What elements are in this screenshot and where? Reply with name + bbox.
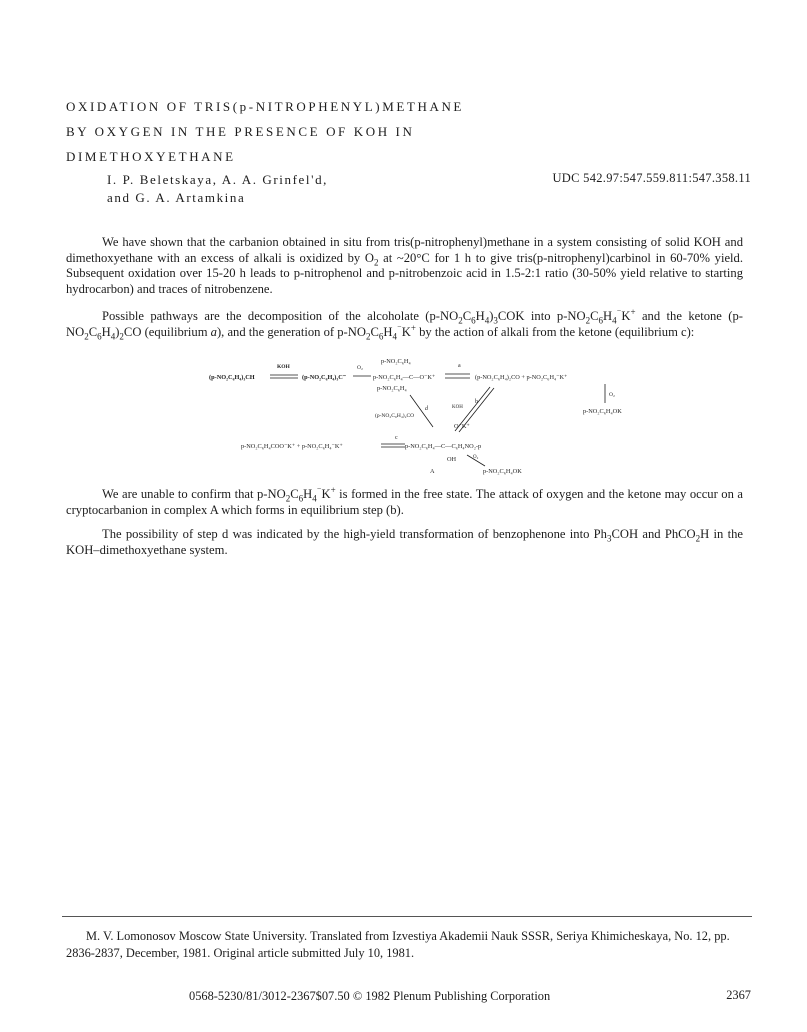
scheme-products-left: p-NO₂C₆H₄COO⁻K⁺ + p-NO₂C₆H₄⁻K⁺ [241, 443, 343, 450]
title-line-3: DIMETHOXYETHANE [66, 149, 236, 164]
scheme-o2-label: O₂ [357, 365, 363, 371]
scheme-step-d: d [425, 406, 428, 412]
scheme-koh2-label: KOH [452, 405, 463, 410]
copyright-line: 0568-5230/81/3012-2367$07.50 © 1982 Plenum Publishing Corporation [189, 989, 551, 1003]
author-list [107, 171, 328, 207]
scheme-step-b: b [475, 399, 478, 405]
authors-line-2: and G. A. Artamkina [107, 190, 246, 205]
paragraph-3: We are unable to confirm that $p-NO_2C_6H_4^{^-}K^+$ is formed in the free state. The attack of oxygen and the ketone may occur on a cryptocarbanion in complex A which forms in equilibrium step (b). [66, 484, 743, 517]
scheme-complex-oh: OH [447, 456, 457, 463]
udc-code: UDC 542.97:547.559.811:547.358.11 [552, 171, 751, 185]
scheme-step-c: c [395, 435, 398, 441]
article-title [66, 94, 464, 169]
footnote-divider [62, 916, 752, 917]
scheme-phenolate: p-NO₂C₆H₄OK [583, 408, 622, 415]
paragraph-4: The possibility of step d was indicated by the high-yield transformation of benzophenone into $Ph_3COH$ and PhCO$_2$H in the KOH–dimethoxyethane system. [66, 527, 743, 557]
scheme-alcoholate-top: p-NO₂C₆H₄ [381, 358, 411, 365]
page-number: 2367 [726, 988, 751, 1002]
scheme-o2b-label: O₂ [609, 392, 615, 398]
footnote: M. V. Lomonosov Moscow State University. Translated from Izvestiya Akademii Nauk SSSR, Seriya Khimicheskaya, No. 12, pp. 2836-2837, December, 1981. Original article submitted July 10, 1981. [66, 929, 730, 960]
scheme-alcoholate-bottom: p-NO₂C₆H₄ [377, 385, 407, 392]
scheme-ketone-products: (p-NO₂C₆H₄)₂CO + p-NO₂C₆H₄⁻K⁺ [475, 374, 568, 381]
scheme-alcoholate: p-NO₂C₆H₄—C—O⁻K⁺ [373, 374, 436, 381]
scheme-complex: p-NO₂C₆H₄—C—C₆H₄NO₂-p [405, 443, 482, 450]
authors-line-1: I. P. Beletskaya, A. A. Grinfel'd, [107, 172, 329, 187]
scheme-phenolate-2: p-NO₂C₆H₄OK [483, 468, 522, 475]
paragraph-1: We have shown that the carbanion obtained in situ from tris(p-nitrophenyl)methane in a system consisting of solid KOH and dimethoxyethane with an excess of alkali is oxidized by $O_2$ at ~20°C for 1 h to give tris(p-nitrophenyl)carbinol in 60-70% yield. Subsequent oxidation over 15-20 h leads to p-nitrophenol and p-nitrobenzoic acid in 1.5-2:1 ratio (30-50% yield relative to starting hydrocarbon) and traces of nitrobenzene. [66, 235, 743, 296]
scheme-label-A: A [430, 468, 435, 475]
title-line-2: BY OXYGEN IN THE PRESENCE OF KOH IN [66, 124, 415, 139]
scheme-ketone-side: (p-NO₂C₆H₄)₂CO [375, 413, 415, 419]
scheme-reactant: (p-NO₂C₆H₄)₃CH [209, 374, 255, 381]
scheme-koh-label: KOH [277, 364, 290, 370]
title-line-1: OXIDATION OF TRIS(p-NITROPHENYL)METHANE [66, 99, 464, 114]
scheme-step-a: a [458, 363, 461, 369]
scheme-carbanion: (p-NO₂C₆H₄)₃C⁻ [302, 374, 347, 381]
scheme-o2c-label: O₂ [473, 455, 479, 460]
paragraph-2: Possible pathways are the decomposition of the alcoholate $(p-NO_2C_6H_4)_3COK$ into $p-NO_2C_6H_4^{^-}K^+$ and the ketone $(p-NO_2C_6H_4)_2CO$ (equilibrium a), and the generation of $p-NO_2C_6H_4^{^-}K^+$ by the action of alkali from the ketone (equilibrium c): [66, 306, 743, 342]
scheme-complex-top: O⁻K⁺ [454, 423, 470, 430]
reaction-scheme [205, 355, 725, 480]
